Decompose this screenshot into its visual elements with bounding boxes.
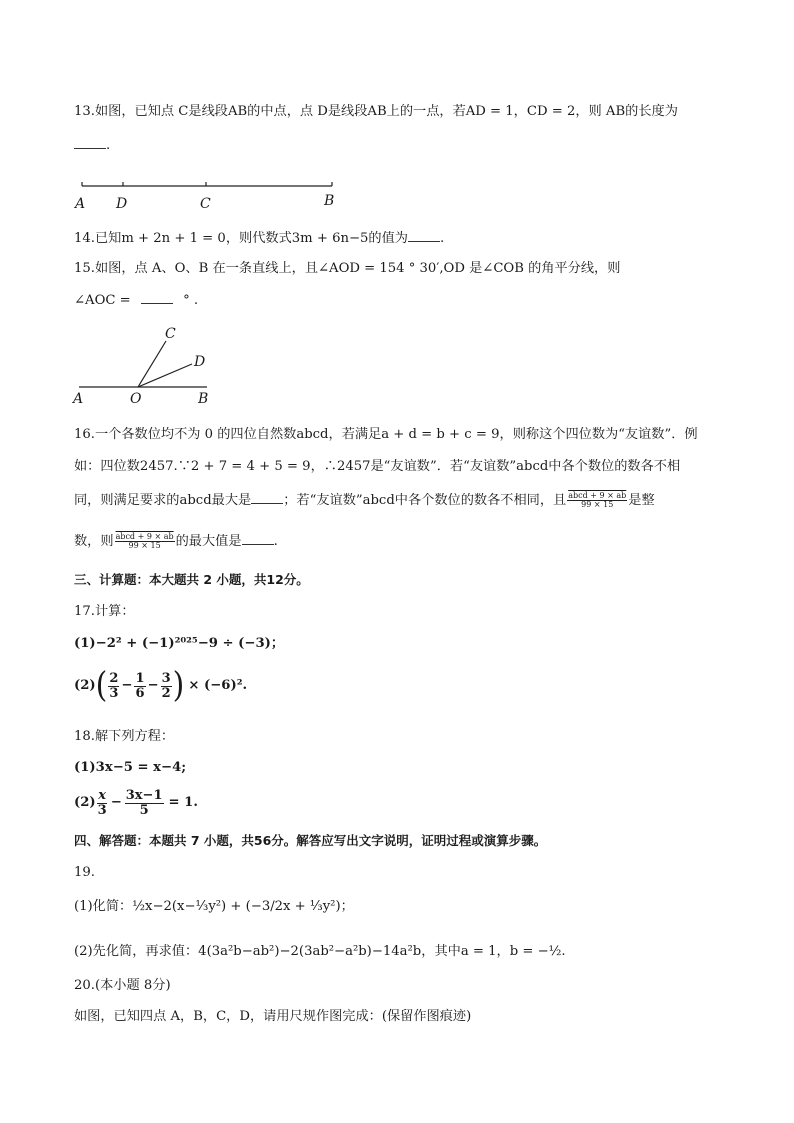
q15-label-b: B — [198, 391, 209, 406]
q15-angle-figure — [70, 324, 220, 406]
q14-tail: . — [439, 231, 445, 246]
q15-tail: ° . — [183, 293, 199, 308]
q15-label-d: D — [194, 354, 206, 370]
q16-line3-b: ；若“友谊数”abcd中各个数位的数各不相同，且 — [283, 493, 567, 508]
q17-frac-3: $\frac{3}{2}$ — [161, 670, 171, 701]
q15-angle: ∠AOC = — [74, 293, 131, 308]
q18-title: 18.解下列方程： — [74, 729, 175, 744]
q17-left-paren: ( — [95, 665, 108, 706]
q13-label-a: A — [75, 196, 86, 212]
q13-answer-line — [74, 136, 110, 155]
q15-label-a: A — [73, 391, 84, 406]
q17-frac-1: $\frac{2}{3}$ — [109, 670, 119, 701]
q16-line3 — [74, 491, 655, 510]
q19-title: 19. — [74, 865, 95, 880]
q17-part2: (2) ( $\frac{2}{3}$ − $\frac{1}{6}$ − $\frac{3}{2}$ ) × (−6)². — [74, 665, 248, 706]
q16-tail: . — [273, 534, 278, 549]
q18-frac-1: $\frac{x}{3}$ — [97, 787, 107, 818]
q16-line4-b: 的最大值是 — [175, 534, 242, 549]
q16-line2: 如：四位数2457.∵2 + 7 = 4 + 5 = 9，∴2457是“友谊数”．若“友谊数”abcd中各个数位的数各不相 — [74, 459, 681, 474]
q15-label-c: C — [165, 326, 176, 342]
q13-label-d: D — [116, 196, 128, 212]
q16-blank-1 — [251, 491, 283, 504]
q16-line3-c: 是整 — [628, 493, 655, 508]
q13-tail: . — [106, 138, 111, 153]
q18-frac-2: $\frac{3x-1}{5}$ — [125, 787, 163, 818]
q19-part2: (2)先化简，再求值：4(3a²b−ab²)−2(3ab²−a²b)−14a²b，其中a = 1，b = −½. — [74, 944, 566, 959]
q15-answer-line — [74, 291, 198, 310]
q17-part2-tail: × (−6)². — [188, 678, 248, 693]
q18-part1: (1)3x−5 = x−4; — [74, 760, 187, 775]
q14-blank — [408, 229, 440, 242]
q13-text: 13.如图，已知点 C是线段AB的中点，点 D是线段AB上的一点，若AD = 1，CD = 2，则 AB的长度为 — [74, 104, 678, 119]
q13-blank — [74, 136, 106, 149]
q17-title: 17.计算： — [74, 604, 135, 619]
q17-part2-label: (2) — [74, 678, 96, 693]
q14-text — [74, 229, 444, 248]
q16-line4-a: 数，则 — [74, 534, 114, 549]
q17-part1: (1)−2² + (−1)²⁰²⁵−9 ÷ (−3)； — [74, 636, 285, 651]
q16-line1: 16.一个各数位均不为 0 的四位自然数abcd，若满足a + d = b + c = 9，则称这个四位数为“友谊数”．例 — [74, 427, 698, 442]
q16-fraction-1: $\frac{\text{abcd + 9 × ab}}{99 \times 15}$ — [568, 490, 627, 509]
q16-line4 — [74, 532, 278, 551]
q20-text: 如图，已知四点 A，B，C，D，请用尺规作图完成：(保留作图痕迹) — [74, 1009, 472, 1024]
q17-frac-2: $\frac{1}{6}$ — [135, 670, 145, 701]
section-4-heading: 四、解答题：本题共 7 小题，共56分。解答应写出文字说明，证明过程或演算步骤。 — [74, 833, 547, 848]
q13-label-c: C — [200, 196, 211, 212]
q15-label-o: O — [130, 391, 142, 406]
q17-right-paren: ) — [172, 665, 185, 706]
q19-part1: (1)化简：½x−2(x−⅓y²) + (−3/2x + ⅓y²)； — [74, 899, 354, 914]
q18-part2-tail: = 1. — [168, 795, 198, 810]
section-3-heading: 三、计算题：本大题共 2 小题，共12分。 — [74, 572, 309, 587]
q18-part2-label: (2) — [74, 795, 96, 810]
q16-line3-a: 同，则满足要求的abcd最大是 — [74, 493, 252, 508]
q14-stem: 14.已知m + 2n + 1 = 0，则代数式3m + 6n−5的值为 — [74, 231, 408, 246]
q13-label-b: B — [324, 193, 335, 209]
q16-blank-2 — [242, 532, 274, 545]
q18-part2: (2) $\frac{x}{3}$ − $\frac{3x-1}{5}$ = 1. — [74, 787, 198, 818]
q16-fraction-2: $\frac{\text{abcd + 9 × ab}}{99 \times 15}$ — [115, 531, 174, 550]
q15-text: 15.如图，点 A、O、B 在一条直线上，且∠AOD = 154 ° 30′,OD 是∠COB 的角平分线，则 — [74, 261, 621, 276]
q15-blank — [141, 291, 173, 304]
q13-segment-figure — [70, 176, 350, 212]
q20-title: 20.(本小题 8分) — [74, 978, 171, 993]
